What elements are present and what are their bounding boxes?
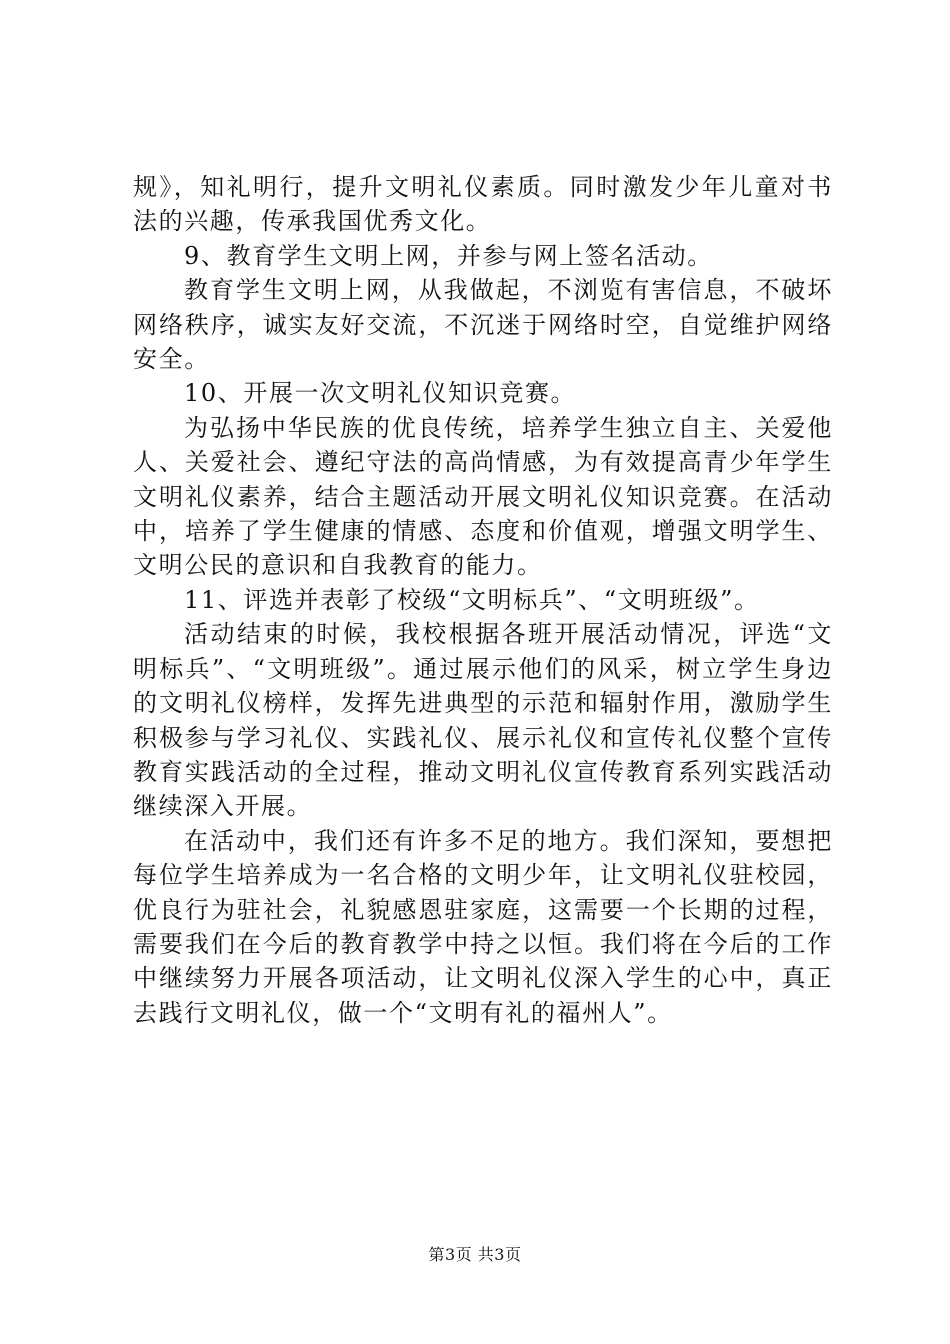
item-body-11: 活动结束的时候，我校根据各班开展活动情况，评选“文明标兵”、“文明班级”。通过展示他们的风采，树立学生身边的文明礼仪榜样，发挥先进典型的示范和辐射作用，激励学生积极参与学习礼仪、实践礼仪、展示礼仪和宣传礼仪整个宣传教育实践活动的全过程，推动文明礼仪宣传教育系列实践活动继续深入开展。 xyxy=(133,620,833,821)
page-number-footer: 第3页 共3页 xyxy=(428,1245,522,1264)
item-heading-10: 10、开展一次文明礼仪知识竞赛。 xyxy=(184,379,577,408)
item-heading-11: 11、评选并表彰了校级“文明标兵”、“文明班级”。 xyxy=(184,585,760,614)
closing-paragraph: 在活动中，我们还有许多不足的地方。我们深知，要想把每位学生培养成为一名合格的文明少年，让文明礼仪驻校园，优良行为驻社会，礼貌感恩驻家庭，这需要一个长期的过程，需要我们在今后的教育教学中持之以恒。我们将在今后的工作中继续努力开展各项活动，让文明礼仪深入学生的心中，真正去践行文明礼仪，做一个“文明有礼的福州人”。 xyxy=(133,826,833,1027)
document-body xyxy=(133,170,833,1030)
item-body-9: 教育学生文明上网，从我做起，不浏览有害信息，不破坏网络秩序，诚实友好交流，不沉迷于网络时空，自觉维护网络安全。 xyxy=(133,276,833,374)
item-heading-9: 9、教育学生文明上网，并参与网上签名活动。 xyxy=(184,241,713,270)
paragraph-continuation: 规》，知礼明行，提升文明礼仪素质。同时激发少年儿童对书法的兴趣，传承我国优秀文化。 xyxy=(133,173,833,236)
item-body-10: 为弘扬中华民族的优良传统，培养学生独立自主、关爱他人、关爱社会、遵纪守法的高尚情感，为有效提高青少年学生文明礼仪素养，结合主题活动开展文明礼仪知识竞赛。在活动中，培养了学生健康的情感、态度和价值观，增强文明学生、文明公民的意识和自我教育的能力。 xyxy=(133,413,833,580)
